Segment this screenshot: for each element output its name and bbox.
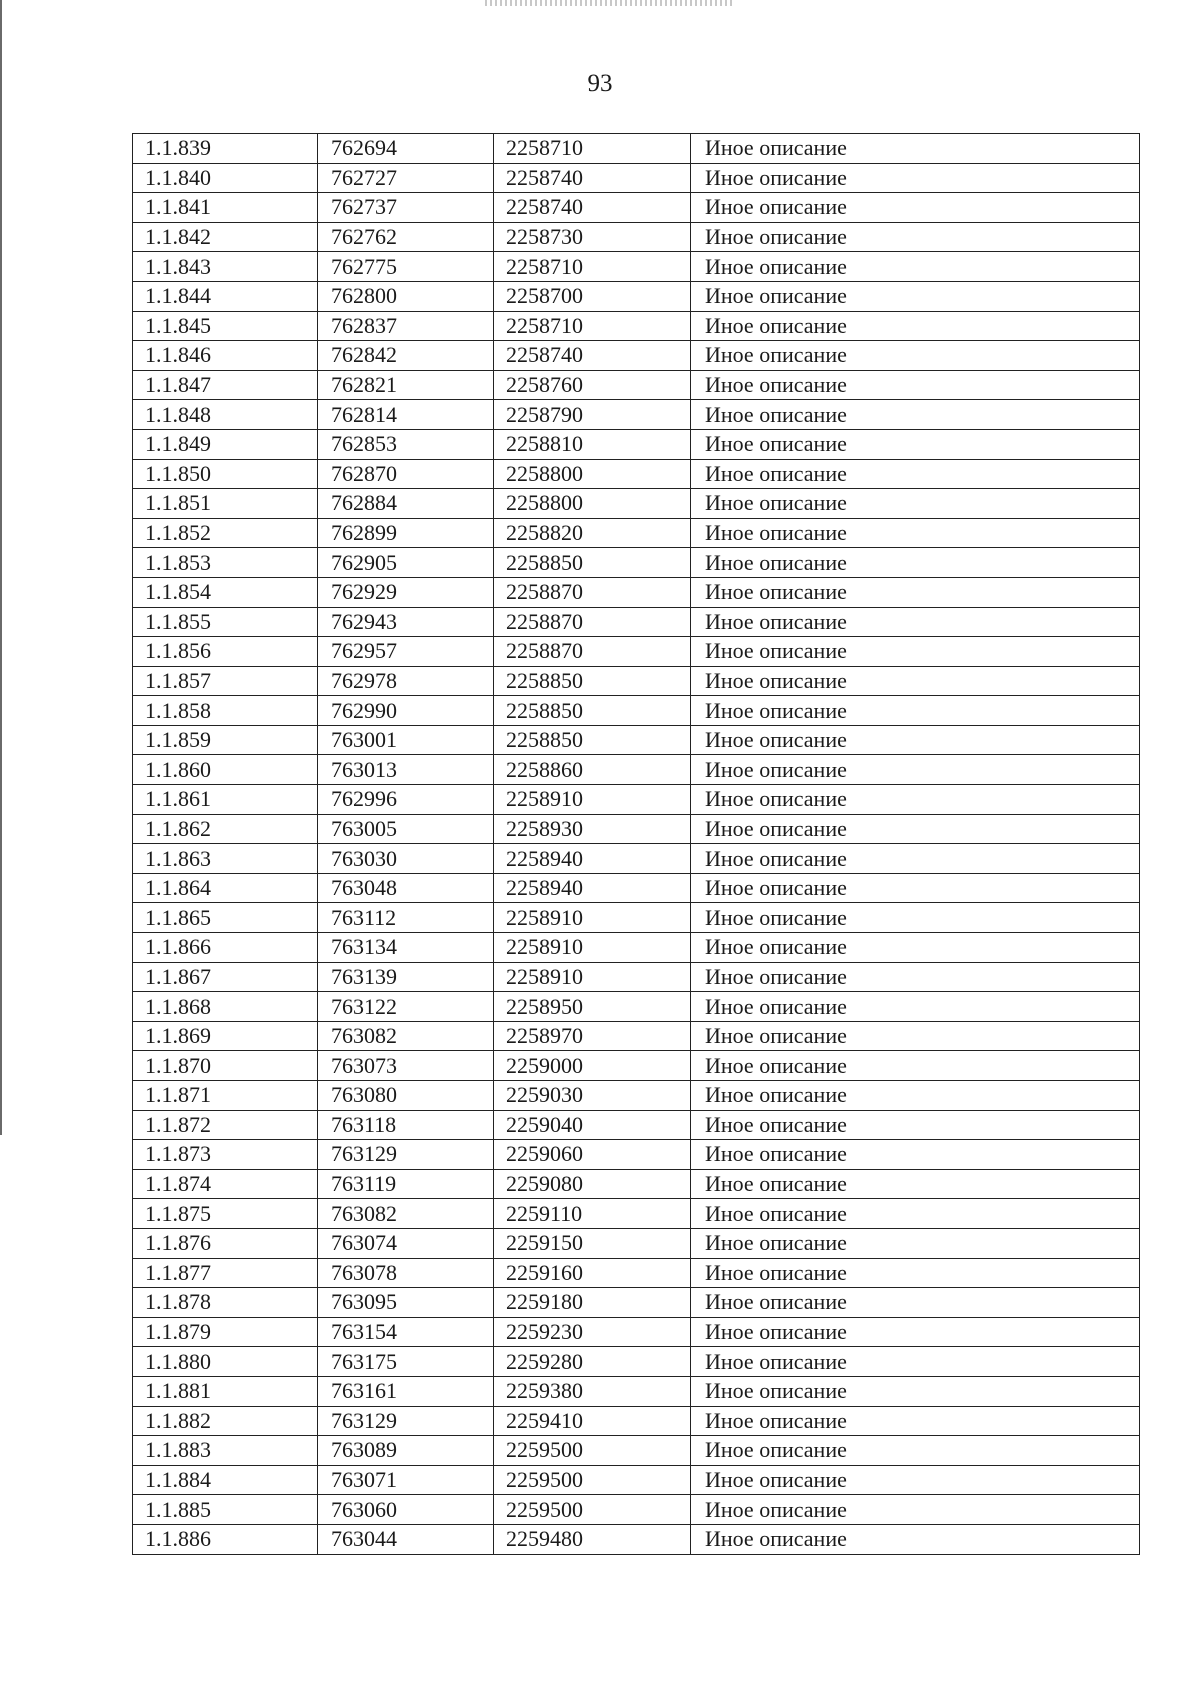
y-coordinate-cell: 2258970: [494, 1021, 691, 1051]
description-cell: Иное описание: [691, 1376, 1140, 1406]
y-coordinate-cell: 2258940: [494, 844, 691, 874]
x-coordinate-cell: 762814: [318, 400, 494, 430]
table-row: [133, 1317, 1140, 1347]
y-coordinate-cell: 2259180: [494, 1288, 691, 1318]
description-cell: Иное описание: [691, 429, 1140, 459]
x-coordinate-cell: 762990: [318, 696, 494, 726]
table-row: [133, 1406, 1140, 1436]
y-coordinate-cell: 2259380: [494, 1376, 691, 1406]
point-number-cell: 1.1.841: [133, 193, 318, 223]
description-cell: Иное описание: [691, 1228, 1140, 1258]
table-row: [133, 518, 1140, 548]
y-coordinate-cell: 2258870: [494, 577, 691, 607]
point-number-cell: 1.1.854: [133, 577, 318, 607]
point-number-cell: 1.1.853: [133, 548, 318, 578]
description-cell: Иное описание: [691, 992, 1140, 1022]
table-row: [133, 222, 1140, 252]
point-number-cell: 1.1.885: [133, 1495, 318, 1525]
description-cell: Иное описание: [691, 1199, 1140, 1229]
description-cell: Иное описание: [691, 400, 1140, 430]
table-row: [133, 637, 1140, 667]
y-coordinate-cell: 2258740: [494, 341, 691, 371]
y-coordinate-cell: 2258790: [494, 400, 691, 430]
table-row: [133, 1021, 1140, 1051]
description-cell: Иное описание: [691, 696, 1140, 726]
x-coordinate-cell: 763048: [318, 873, 494, 903]
y-coordinate-cell: 2259410: [494, 1406, 691, 1436]
y-coordinate-cell: 2258870: [494, 637, 691, 667]
x-coordinate-cell: 762775: [318, 252, 494, 282]
x-coordinate-cell: 763073: [318, 1051, 494, 1081]
description-cell: Иное описание: [691, 1169, 1140, 1199]
point-number-cell: 1.1.861: [133, 785, 318, 815]
x-coordinate-cell: 763129: [318, 1406, 494, 1436]
point-number-cell: 1.1.883: [133, 1436, 318, 1466]
point-number-cell: 1.1.855: [133, 607, 318, 637]
description-cell: Иное описание: [691, 607, 1140, 637]
table-row: [133, 577, 1140, 607]
y-coordinate-cell: 2259000: [494, 1051, 691, 1081]
table-row: [133, 992, 1140, 1022]
y-coordinate-cell: 2259060: [494, 1140, 691, 1170]
x-coordinate-cell: 762978: [318, 666, 494, 696]
description-cell: Иное описание: [691, 222, 1140, 252]
point-number-cell: 1.1.848: [133, 400, 318, 430]
y-coordinate-cell: 2259150: [494, 1228, 691, 1258]
table-row: [133, 429, 1140, 459]
table-row: [133, 459, 1140, 489]
x-coordinate-cell: 762905: [318, 548, 494, 578]
description-cell: Иное описание: [691, 637, 1140, 667]
point-number-cell: 1.1.852: [133, 518, 318, 548]
table-row: [133, 1288, 1140, 1318]
table-row: [133, 607, 1140, 637]
table-row: [133, 252, 1140, 282]
y-coordinate-cell: 2258850: [494, 666, 691, 696]
description-cell: Иное описание: [691, 1347, 1140, 1377]
description-cell: Иное описание: [691, 1436, 1140, 1466]
x-coordinate-cell: 762870: [318, 459, 494, 489]
description-cell: Иное описание: [691, 311, 1140, 341]
y-coordinate-cell: 2258850: [494, 725, 691, 755]
table-row: [133, 755, 1140, 785]
table-row: [133, 1051, 1140, 1081]
y-coordinate-cell: 2258910: [494, 903, 691, 933]
table-row: [133, 341, 1140, 371]
y-coordinate-cell: 2259280: [494, 1347, 691, 1377]
x-coordinate-cell: 762929: [318, 577, 494, 607]
description-cell: Иное описание: [691, 1406, 1140, 1436]
table-body: [133, 134, 1140, 1555]
point-number-cell: 1.1.842: [133, 222, 318, 252]
point-number-cell: 1.1.859: [133, 725, 318, 755]
table-row: [133, 489, 1140, 519]
table-row: [133, 725, 1140, 755]
table-row: [133, 370, 1140, 400]
y-coordinate-cell: 2258760: [494, 370, 691, 400]
description-cell: Иное описание: [691, 903, 1140, 933]
x-coordinate-cell: 763119: [318, 1169, 494, 1199]
y-coordinate-cell: 2258710: [494, 311, 691, 341]
table-row: [133, 163, 1140, 193]
table-row: [133, 1199, 1140, 1229]
x-coordinate-cell: 763154: [318, 1317, 494, 1347]
y-coordinate-cell: 2258740: [494, 193, 691, 223]
x-coordinate-cell: 762737: [318, 193, 494, 223]
y-coordinate-cell: 2259480: [494, 1524, 691, 1554]
table-row: [133, 1524, 1140, 1554]
point-number-cell: 1.1.884: [133, 1465, 318, 1495]
point-number-cell: 1.1.879: [133, 1317, 318, 1347]
point-number-cell: 1.1.856: [133, 637, 318, 667]
y-coordinate-cell: 2258730: [494, 222, 691, 252]
table-row: [133, 1436, 1140, 1466]
y-coordinate-cell: 2258800: [494, 489, 691, 519]
table-row: [133, 696, 1140, 726]
x-coordinate-cell: 762762: [318, 222, 494, 252]
table-row: [133, 548, 1140, 578]
y-coordinate-cell: 2259500: [494, 1436, 691, 1466]
table-row: [133, 311, 1140, 341]
description-cell: Иное описание: [691, 1021, 1140, 1051]
point-number-cell: 1.1.849: [133, 429, 318, 459]
x-coordinate-cell: 763013: [318, 755, 494, 785]
point-number-cell: 1.1.867: [133, 962, 318, 992]
table-row: [133, 903, 1140, 933]
coordinates-table: [132, 133, 1140, 1555]
x-coordinate-cell: 763080: [318, 1081, 494, 1111]
point-number-cell: 1.1.840: [133, 163, 318, 193]
description-cell: Иное описание: [691, 370, 1140, 400]
description-cell: Иное описание: [691, 814, 1140, 844]
y-coordinate-cell: 2259160: [494, 1258, 691, 1288]
y-coordinate-cell: 2259040: [494, 1110, 691, 1140]
y-coordinate-cell: 2258910: [494, 785, 691, 815]
description-cell: Иное описание: [691, 489, 1140, 519]
point-number-cell: 1.1.876: [133, 1228, 318, 1258]
description-cell: Иное описание: [691, 1051, 1140, 1081]
point-number-cell: 1.1.846: [133, 341, 318, 371]
description-cell: Иное описание: [691, 1495, 1140, 1525]
table-row: [133, 134, 1140, 164]
table-row: [133, 1228, 1140, 1258]
description-cell: Иное описание: [691, 577, 1140, 607]
y-coordinate-cell: 2258910: [494, 933, 691, 963]
y-coordinate-cell: 2258850: [494, 548, 691, 578]
point-number-cell: 1.1.845: [133, 311, 318, 341]
description-cell: Иное описание: [691, 1317, 1140, 1347]
description-cell: Иное описание: [691, 755, 1140, 785]
description-cell: Иное описание: [691, 252, 1140, 282]
description-cell: Иное описание: [691, 785, 1140, 815]
y-coordinate-cell: 2258810: [494, 429, 691, 459]
point-number-cell: 1.1.851: [133, 489, 318, 519]
scan-edge-mark: [0, 0, 2, 1135]
table-row: [133, 1347, 1140, 1377]
table-row: [133, 281, 1140, 311]
description-cell: Иное описание: [691, 459, 1140, 489]
description-cell: Иное описание: [691, 193, 1140, 223]
x-coordinate-cell: 763134: [318, 933, 494, 963]
table-row: [133, 1376, 1140, 1406]
table-row: [133, 962, 1140, 992]
description-cell: Иное описание: [691, 548, 1140, 578]
x-coordinate-cell: 762996: [318, 785, 494, 815]
x-coordinate-cell: 762821: [318, 370, 494, 400]
description-cell: Иное описание: [691, 1288, 1140, 1318]
point-number-cell: 1.1.862: [133, 814, 318, 844]
x-coordinate-cell: 763082: [318, 1021, 494, 1051]
y-coordinate-cell: 2259110: [494, 1199, 691, 1229]
description-cell: Иное описание: [691, 962, 1140, 992]
description-cell: Иное описание: [691, 933, 1140, 963]
x-coordinate-cell: 763060: [318, 1495, 494, 1525]
point-number-cell: 1.1.873: [133, 1140, 318, 1170]
point-number-cell: 1.1.868: [133, 992, 318, 1022]
point-number-cell: 1.1.847: [133, 370, 318, 400]
point-number-cell: 1.1.880: [133, 1347, 318, 1377]
table-row: [133, 1169, 1140, 1199]
x-coordinate-cell: 763005: [318, 814, 494, 844]
table-row: [133, 1495, 1140, 1525]
table-row: [133, 844, 1140, 874]
table-row: [133, 400, 1140, 430]
y-coordinate-cell: 2258860: [494, 755, 691, 785]
x-coordinate-cell: 763139: [318, 962, 494, 992]
point-number-cell: 1.1.869: [133, 1021, 318, 1051]
y-coordinate-cell: 2258740: [494, 163, 691, 193]
x-coordinate-cell: 762694: [318, 134, 494, 164]
table-row: [133, 1258, 1140, 1288]
x-coordinate-cell: 763078: [318, 1258, 494, 1288]
x-coordinate-cell: 763001: [318, 725, 494, 755]
y-coordinate-cell: 2258910: [494, 962, 691, 992]
x-coordinate-cell: 763071: [318, 1465, 494, 1495]
point-number-cell: 1.1.865: [133, 903, 318, 933]
point-number-cell: 1.1.839: [133, 134, 318, 164]
page-number: 93: [587, 70, 613, 97]
point-number-cell: 1.1.871: [133, 1081, 318, 1111]
table-row: [133, 785, 1140, 815]
y-coordinate-cell: 2259230: [494, 1317, 691, 1347]
point-number-cell: 1.1.863: [133, 844, 318, 874]
x-coordinate-cell: 762957: [318, 637, 494, 667]
table-row: [133, 1140, 1140, 1170]
point-number-cell: 1.1.866: [133, 933, 318, 963]
x-coordinate-cell: 763112: [318, 903, 494, 933]
point-number-cell: 1.1.877: [133, 1258, 318, 1288]
description-cell: Иное описание: [691, 1081, 1140, 1111]
table-row: [133, 1081, 1140, 1111]
table-row: [133, 1110, 1140, 1140]
description-cell: Иное описание: [691, 666, 1140, 696]
description-cell: Иное описание: [691, 1465, 1140, 1495]
point-number-cell: 1.1.878: [133, 1288, 318, 1318]
description-cell: Иное описание: [691, 163, 1140, 193]
y-coordinate-cell: 2259030: [494, 1081, 691, 1111]
description-cell: Иное описание: [691, 341, 1140, 371]
description-cell: Иное описание: [691, 281, 1140, 311]
description-cell: Иное описание: [691, 725, 1140, 755]
point-number-cell: 1.1.858: [133, 696, 318, 726]
table-row: [133, 193, 1140, 223]
x-coordinate-cell: 763074: [318, 1228, 494, 1258]
description-cell: Иное описание: [691, 1110, 1140, 1140]
y-coordinate-cell: 2259080: [494, 1169, 691, 1199]
x-coordinate-cell: 762884: [318, 489, 494, 519]
y-coordinate-cell: 2258950: [494, 992, 691, 1022]
y-coordinate-cell: 2258850: [494, 696, 691, 726]
table-row: [133, 873, 1140, 903]
table-row: [133, 1465, 1140, 1495]
y-coordinate-cell: 2258870: [494, 607, 691, 637]
description-cell: Иное описание: [691, 134, 1140, 164]
y-coordinate-cell: 2258820: [494, 518, 691, 548]
x-coordinate-cell: 762899: [318, 518, 494, 548]
point-number-cell: 1.1.874: [133, 1169, 318, 1199]
x-coordinate-cell: 763118: [318, 1110, 494, 1140]
point-number-cell: 1.1.870: [133, 1051, 318, 1081]
point-number-cell: 1.1.850: [133, 459, 318, 489]
y-coordinate-cell: 2258700: [494, 281, 691, 311]
y-coordinate-cell: 2259500: [494, 1465, 691, 1495]
point-number-cell: 1.1.844: [133, 281, 318, 311]
description-cell: Иное описание: [691, 1258, 1140, 1288]
description-cell: Иное описание: [691, 518, 1140, 548]
x-coordinate-cell: 763161: [318, 1376, 494, 1406]
point-number-cell: 1.1.843: [133, 252, 318, 282]
table-row: [133, 933, 1140, 963]
description-cell: Иное описание: [691, 873, 1140, 903]
table-row: [133, 814, 1140, 844]
x-coordinate-cell: 763044: [318, 1524, 494, 1554]
y-coordinate-cell: 2258710: [494, 134, 691, 164]
x-coordinate-cell: 763095: [318, 1288, 494, 1318]
point-number-cell: 1.1.882: [133, 1406, 318, 1436]
point-number-cell: 1.1.881: [133, 1376, 318, 1406]
y-coordinate-cell: 2258940: [494, 873, 691, 903]
description-cell: Иное описание: [691, 1140, 1140, 1170]
point-number-cell: 1.1.860: [133, 755, 318, 785]
x-coordinate-cell: 763030: [318, 844, 494, 874]
table-row: [133, 666, 1140, 696]
point-number-cell: 1.1.875: [133, 1199, 318, 1229]
point-number-cell: 1.1.872: [133, 1110, 318, 1140]
x-coordinate-cell: 762837: [318, 311, 494, 341]
y-coordinate-cell: 2259500: [494, 1495, 691, 1525]
description-cell: Иное описание: [691, 844, 1140, 874]
x-coordinate-cell: 763175: [318, 1347, 494, 1377]
y-coordinate-cell: 2258710: [494, 252, 691, 282]
scan-noise: [485, 0, 735, 6]
point-number-cell: 1.1.864: [133, 873, 318, 903]
x-coordinate-cell: 763122: [318, 992, 494, 1022]
x-coordinate-cell: 763129: [318, 1140, 494, 1170]
y-coordinate-cell: 2258800: [494, 459, 691, 489]
description-cell: Иное описание: [691, 1524, 1140, 1554]
y-coordinate-cell: 2258930: [494, 814, 691, 844]
x-coordinate-cell: 763082: [318, 1199, 494, 1229]
x-coordinate-cell: 763089: [318, 1436, 494, 1466]
x-coordinate-cell: 762727: [318, 163, 494, 193]
point-number-cell: 1.1.857: [133, 666, 318, 696]
x-coordinate-cell: 762842: [318, 341, 494, 371]
x-coordinate-cell: 762943: [318, 607, 494, 637]
x-coordinate-cell: 762853: [318, 429, 494, 459]
x-coordinate-cell: 762800: [318, 281, 494, 311]
point-number-cell: 1.1.886: [133, 1524, 318, 1554]
